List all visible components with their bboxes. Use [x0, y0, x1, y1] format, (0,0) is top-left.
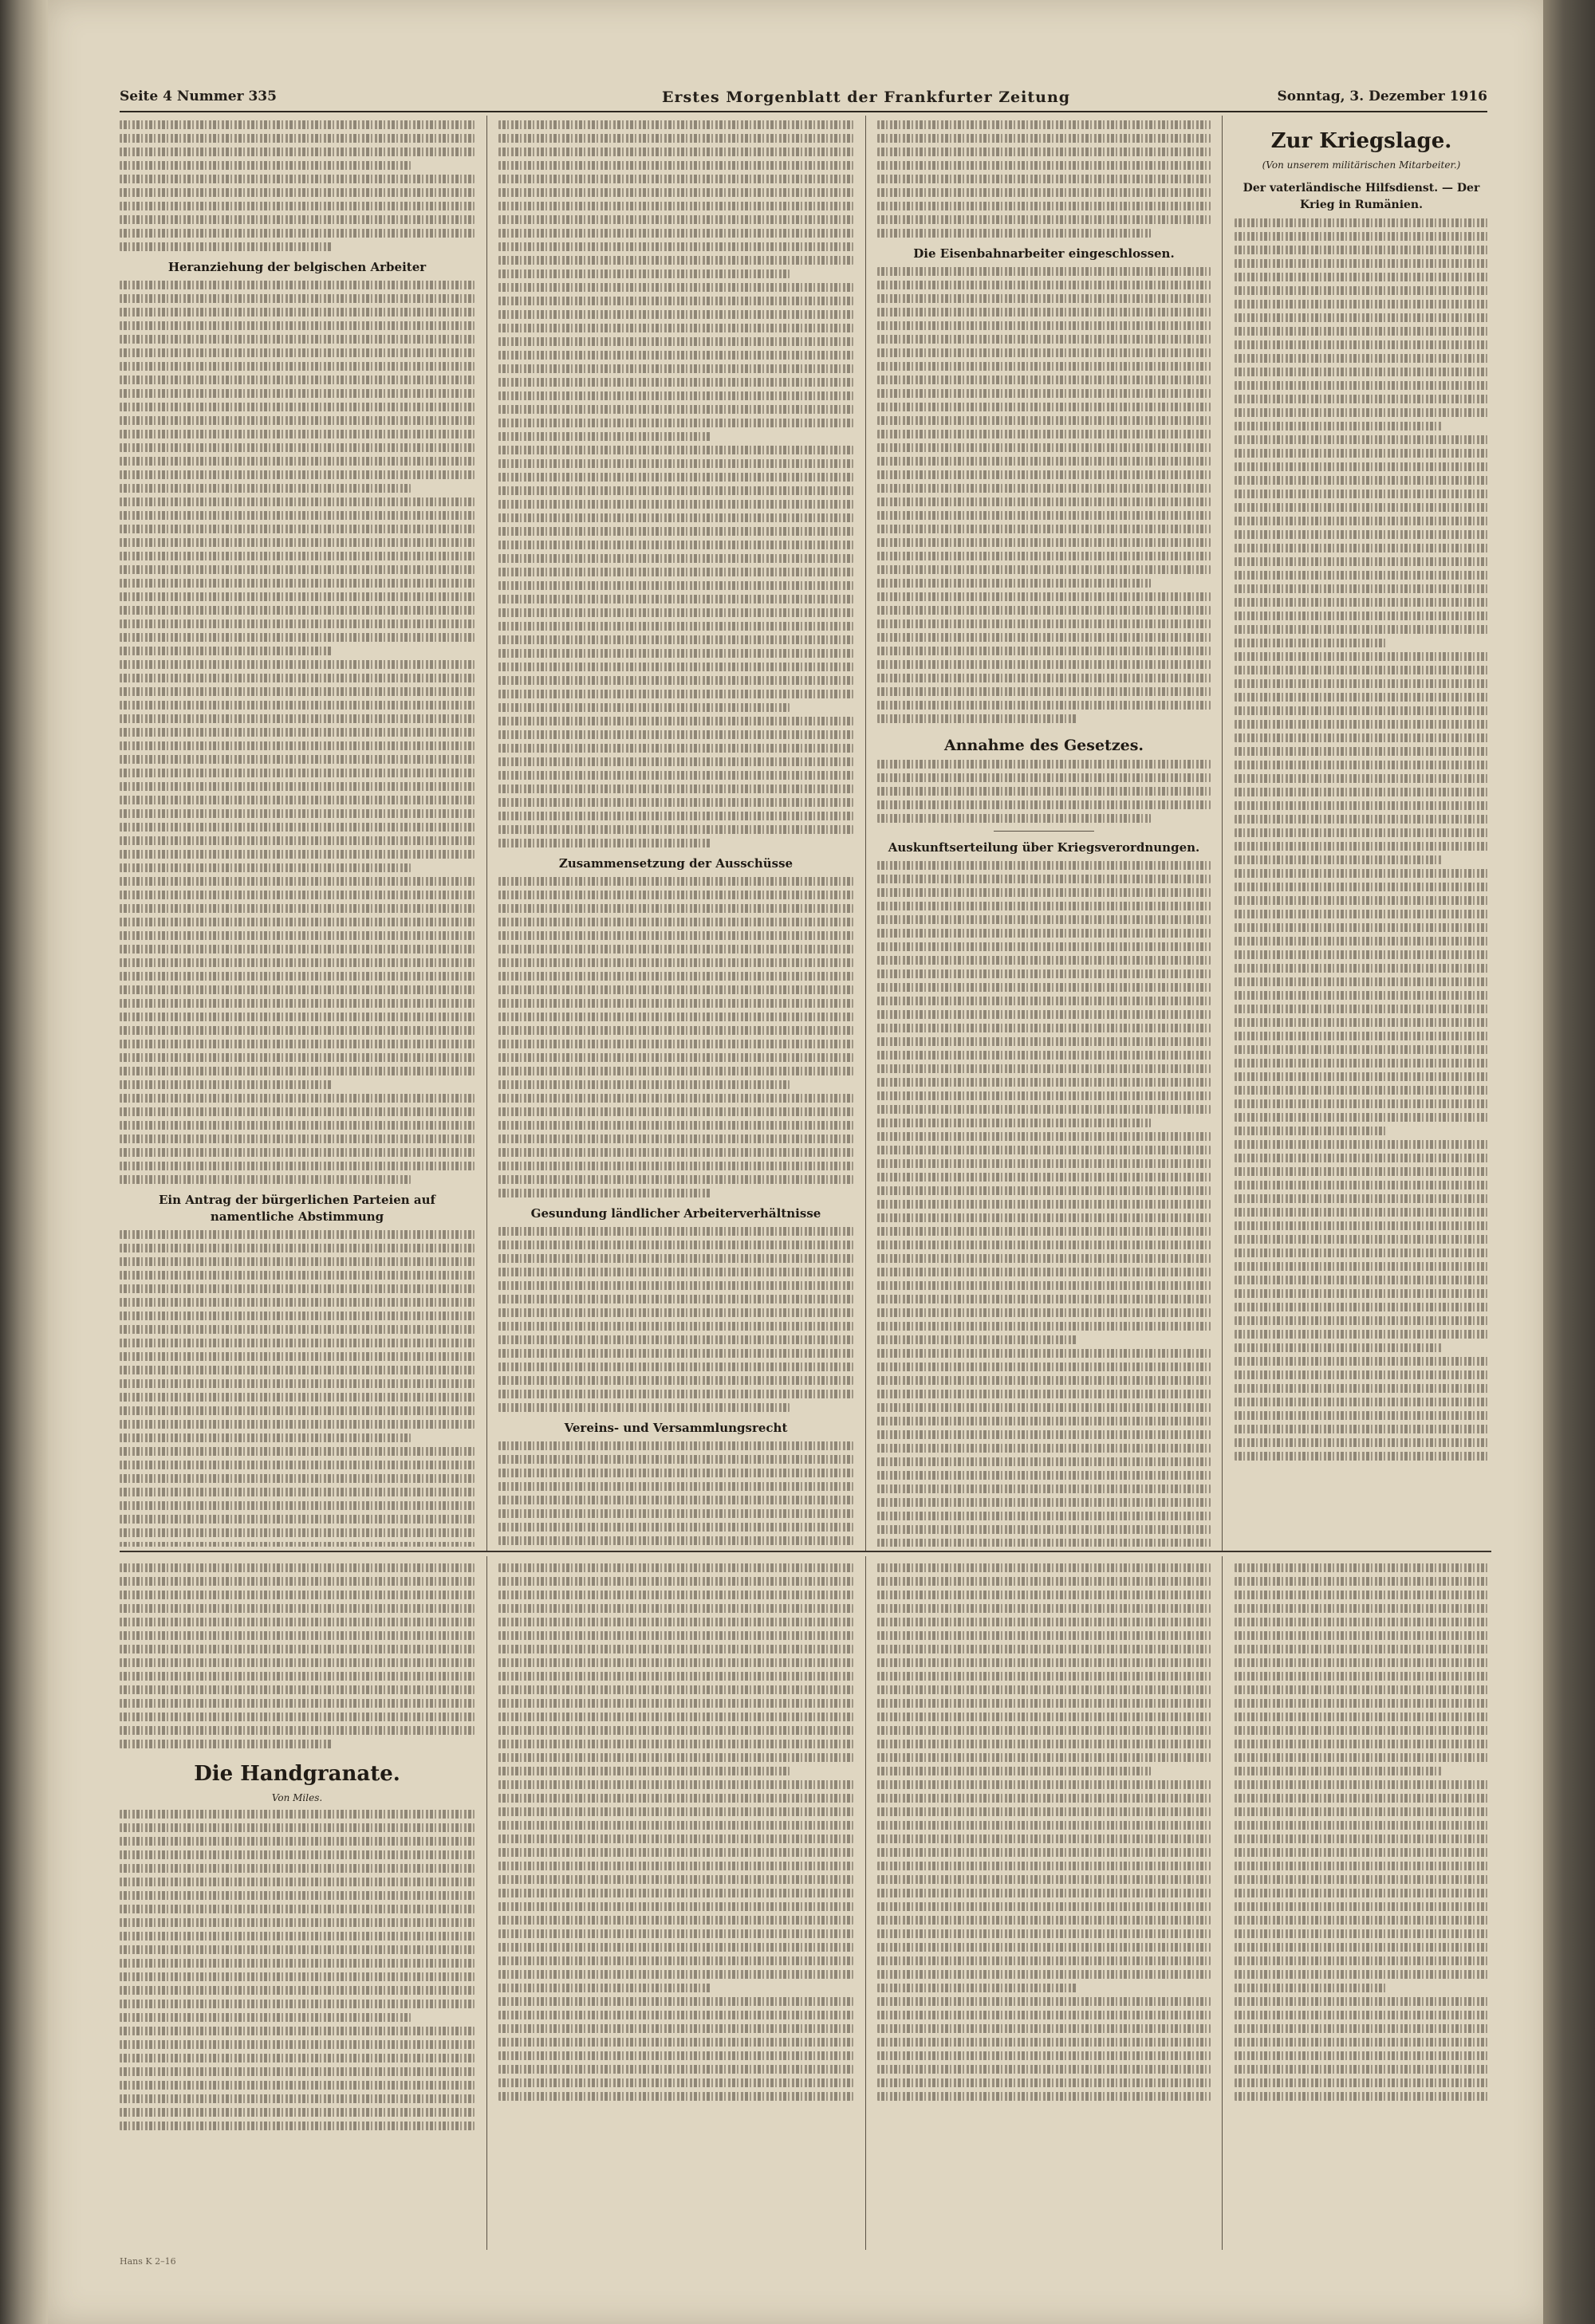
- feuilleton-title: Die Handgranate.: [194, 1762, 400, 1786]
- section-heading: Heranziehung der belgischen Arbeiter: [167, 260, 427, 274]
- book-binding: [0, 0, 49, 2324]
- feuilleton-author: Von Miles.: [271, 1792, 323, 1803]
- feuilleton-column-4: [1235, 1559, 1488, 2248]
- column-rule: [1222, 1556, 1223, 2250]
- section-heading: Gesundung ländlicher Arbeiterverhältnisse: [530, 1206, 821, 1221]
- section-heading: Die Eisenbahnarbeiter eingeschlossen.: [913, 246, 1175, 261]
- section-heading: Zusammensetzung der Ausschüsse: [558, 856, 794, 871]
- column-rule: [865, 1556, 866, 2250]
- column-rule: [865, 116, 866, 1551]
- column-3: [877, 116, 1211, 1547]
- column-rule: [486, 1556, 487, 2250]
- page-masthead: [120, 84, 1487, 112]
- column-rule: [1222, 116, 1223, 1551]
- column-4: [1235, 116, 1488, 1547]
- column-rule: [486, 116, 487, 1551]
- article-title: Zur Kriegslage.: [1270, 129, 1452, 153]
- issue-date: Sonntag, 3. Dezember 1916: [1277, 88, 1487, 104]
- page-edge: [1543, 0, 1595, 2324]
- article-byline: (Von unserem militärischen Mitarbeiter.): [1262, 159, 1461, 171]
- article-subtitle: Der vaterländische Hilfsdienst. — Der Krieg in Rumänien.: [1243, 182, 1480, 211]
- section-heading: Vereins- und Versammlungsrecht: [564, 1421, 788, 1435]
- page-number: Seite 4 Nummer 335: [120, 88, 277, 104]
- column-2: [498, 116, 853, 1547]
- newspaper-title: Erstes Morgenblatt der Frankfurter Zeitung: [662, 88, 1071, 106]
- feuilleton-divider: [120, 1551, 1491, 1552]
- footer-mark: Hans K 2–16: [120, 2256, 176, 2267]
- feuilleton-column-3: [877, 1559, 1211, 2248]
- section-heading: Annahme des Gesetzes.: [943, 737, 1144, 754]
- section-heading: Ein Antrag der bürgerlichen Parteien auf namentliche Abstimmung: [159, 1193, 435, 1224]
- section-heading: Auskunftserteilung über Kriegsverordnungen.: [888, 840, 1200, 855]
- feuilleton-column-2: [498, 1559, 853, 2248]
- column-1: [120, 116, 475, 1547]
- feuilleton-column-1: [120, 1559, 475, 2248]
